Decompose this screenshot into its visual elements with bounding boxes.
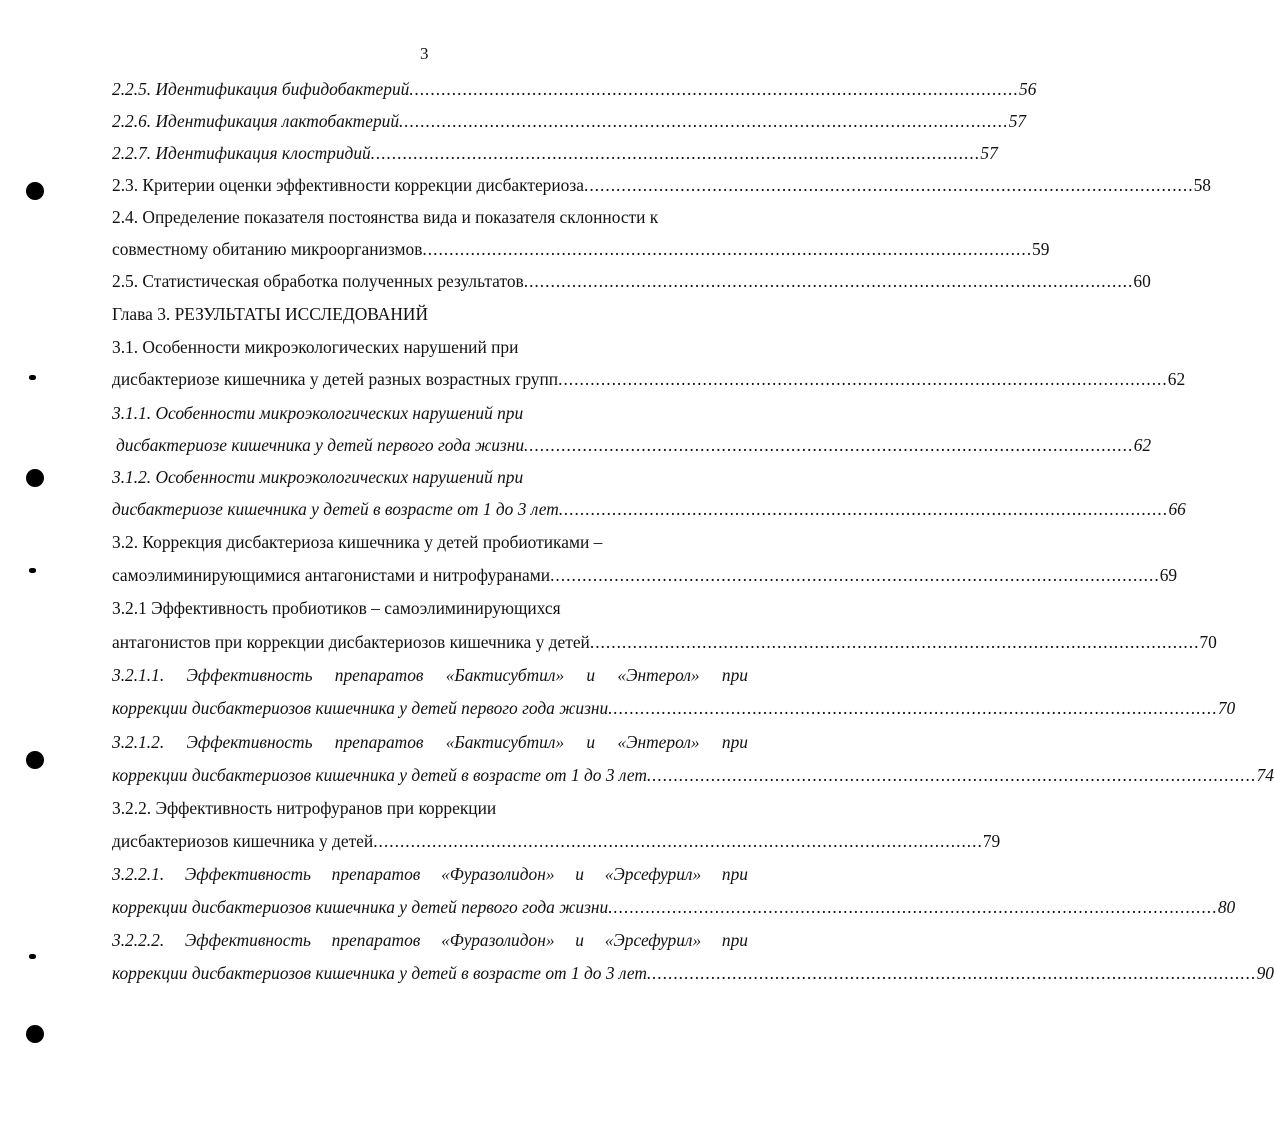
toc-entry-title: 2.3. Критерии оценки эффективности коррекции дисбактериоза (112, 175, 584, 195)
toc-entry (112, 364, 1186, 394)
toc-entry-title: дисбактериозов кишечника у детей (112, 831, 374, 851)
toc-entry (112, 958, 1274, 988)
toc-entry (112, 593, 742, 623)
toc-entry-page: 70 (1217, 698, 1236, 718)
toc-entry-page: 90 (1256, 963, 1274, 983)
toc-entry (112, 398, 742, 428)
toc-entry-title: самоэлиминирующимися антагонистами и нитрофуранами (112, 565, 551, 585)
toc-leader: .................................................................................................................. (373, 831, 983, 851)
toc-entry-title: Глава 3. РЕЗУЛЬТАТЫ ИССЛЕДОВАНИЙ (112, 304, 429, 324)
toc-entry (112, 462, 742, 492)
toc-entry-title: коррекции дисбактериозов кишечника у детей первого года жизни (112, 698, 609, 718)
toc-entry-title: коррекции дисбактериозов кишечника у детей первого года жизни (112, 897, 609, 917)
toc-entry-title: коррекции дисбактериозов кишечника у детей в возрасте от 1 до 3 лет (112, 765, 647, 785)
toc-entry-title: 3.2.1.1. Эффективность препаратов «Бактисубтил» и «Энтерол» при (112, 665, 748, 685)
toc-leader: .................................................................................................................. (409, 79, 1020, 99)
toc-entry (116, 430, 1152, 460)
toc-entry (112, 892, 1236, 922)
toc-entry-title: 3.2.2.1. Эффективность препаратов «Фуразолидон» и «Эрсефурил» при (112, 864, 748, 884)
toc-entry-title: дисбактериозе кишечника у детей разных возрастных групп (112, 369, 559, 389)
binder-hole (26, 469, 44, 487)
toc-entry (112, 793, 742, 823)
toc-entry (112, 527, 742, 557)
toc-leader: .................................................................................................................. (422, 239, 1033, 259)
toc-entry (112, 826, 1001, 856)
toc-entry (112, 727, 748, 757)
toc-entry (112, 332, 742, 362)
toc-entry-title: дисбактериозе кишечника у детей первого года жизни (116, 435, 525, 455)
toc-entry (112, 202, 742, 232)
toc-entry (112, 138, 998, 168)
toc-entry-title: 3.2. Коррекция дисбактериоза кишечника у детей пробиотиками – (112, 532, 603, 552)
toc-entry-page: 57 (1008, 111, 1027, 131)
scan-speck (29, 375, 36, 380)
toc-entry-page: 62 (1133, 435, 1152, 455)
toc-entry-title: 3.1. Особенности микроэкологических нарушений при (112, 337, 519, 357)
toc-leader: .................................................................................................................. (558, 499, 1169, 519)
toc-entry-title: 2.5. Статистическая обработка полученных результатов (112, 271, 524, 291)
toc-entry-page: 62 (1167, 369, 1186, 389)
toc-leader: .................................................................................................................. (589, 632, 1200, 652)
toc-leader: .................................................................................................................. (558, 369, 1168, 389)
toc-leader: .................................................................................................................. (399, 111, 1009, 131)
toc-leader: .................................................................................................................. (523, 271, 1134, 291)
toc-entry-page: 59 (1032, 239, 1050, 259)
binder-hole (26, 751, 44, 769)
toc-leader: .................................................................................................................. (646, 963, 1257, 983)
toc-entry (112, 170, 1211, 200)
toc-entry-title: дисбактериозе кишечника у детей в возрасте от 1 до 3 лет (112, 499, 559, 519)
toc-entry (112, 74, 1037, 104)
toc-entry-title: 2.2.7. Идентификация клостридий (112, 143, 371, 163)
toc-entry-title: 3.1.1. Особенности микроэкологических нарушений при (112, 403, 524, 423)
toc-entry-title: 2.2.6. Идентификация лактобактерий (112, 111, 400, 131)
toc-entry (112, 106, 1027, 136)
toc-entry-page: 69 (1159, 565, 1178, 585)
scan-speck (29, 568, 36, 573)
toc-entry-title: 3.2.2. Эффективность нитрофуранов при коррекции (112, 798, 497, 818)
toc-entry (112, 859, 748, 889)
toc-entry (112, 560, 1178, 590)
toc-entry (112, 693, 1236, 723)
toc-leader: .................................................................................................................. (583, 175, 1194, 195)
toc-entry (112, 760, 1274, 790)
toc-entry-page: 56 (1019, 79, 1037, 99)
toc-entry-page: 66 (1168, 499, 1186, 519)
toc-entry-title: коррекции дисбактериозов кишечника у детей в возрасте от 1 до 3 лет (112, 963, 647, 983)
toc-leader: .................................................................................................................. (646, 765, 1257, 785)
toc-entry (112, 660, 748, 690)
toc-entry-title: 3.1.2. Особенности микроэкологических нарушений при (112, 467, 524, 487)
toc-entry (112, 627, 1217, 657)
toc-entry-title: 3.2.1 Эффективность пробиотиков – самоэлиминирующихся (112, 598, 561, 618)
toc-entry-title: 3.2.2.2. Эффективность препаратов «Фуразолидон» и «Эрсефурил» при (112, 930, 748, 950)
toc-entry-page: 80 (1217, 897, 1236, 917)
toc-entry-page: 79 (982, 831, 1001, 851)
toc-entry (112, 234, 1050, 264)
chapter-heading (112, 299, 742, 329)
toc-entry-title: совместному обитанию микроорганизмов (112, 239, 423, 259)
toc-entry-title: антагонистов при коррекции дисбактериозов кишечника у детей (112, 632, 590, 652)
toc-entry-page: 70 (1199, 632, 1217, 652)
toc-leader: .................................................................................................................. (608, 698, 1218, 718)
toc-entry-page: 58 (1193, 175, 1211, 195)
toc-entry (112, 494, 1186, 524)
toc-entry-page: 60 (1133, 271, 1151, 291)
toc-entry-page: 74 (1256, 765, 1274, 785)
toc-leader: .................................................................................................................. (550, 565, 1160, 585)
toc-entry-title: 3.2.1.2. Эффективность препаратов «Бактисубтил» и «Энтерол» при (112, 732, 748, 752)
toc-entry-title: 2.2.5. Идентификация бифидобактерий (112, 79, 410, 99)
binder-hole (26, 1025, 44, 1043)
toc-entry (112, 266, 1151, 296)
scan-speck (29, 954, 36, 959)
toc-entry (112, 925, 748, 955)
toc-leader: .................................................................................................................. (370, 143, 981, 163)
page-number: 3 (420, 44, 429, 63)
toc-leader: .................................................................................................................. (608, 897, 1218, 917)
binder-hole (26, 182, 44, 200)
toc-leader: .................................................................................................................. (524, 435, 1134, 455)
toc-entry-page: 57 (980, 143, 998, 163)
toc-entry-title: 2.4. Определение показателя постоянства вида и показателя склонности к (112, 207, 659, 227)
